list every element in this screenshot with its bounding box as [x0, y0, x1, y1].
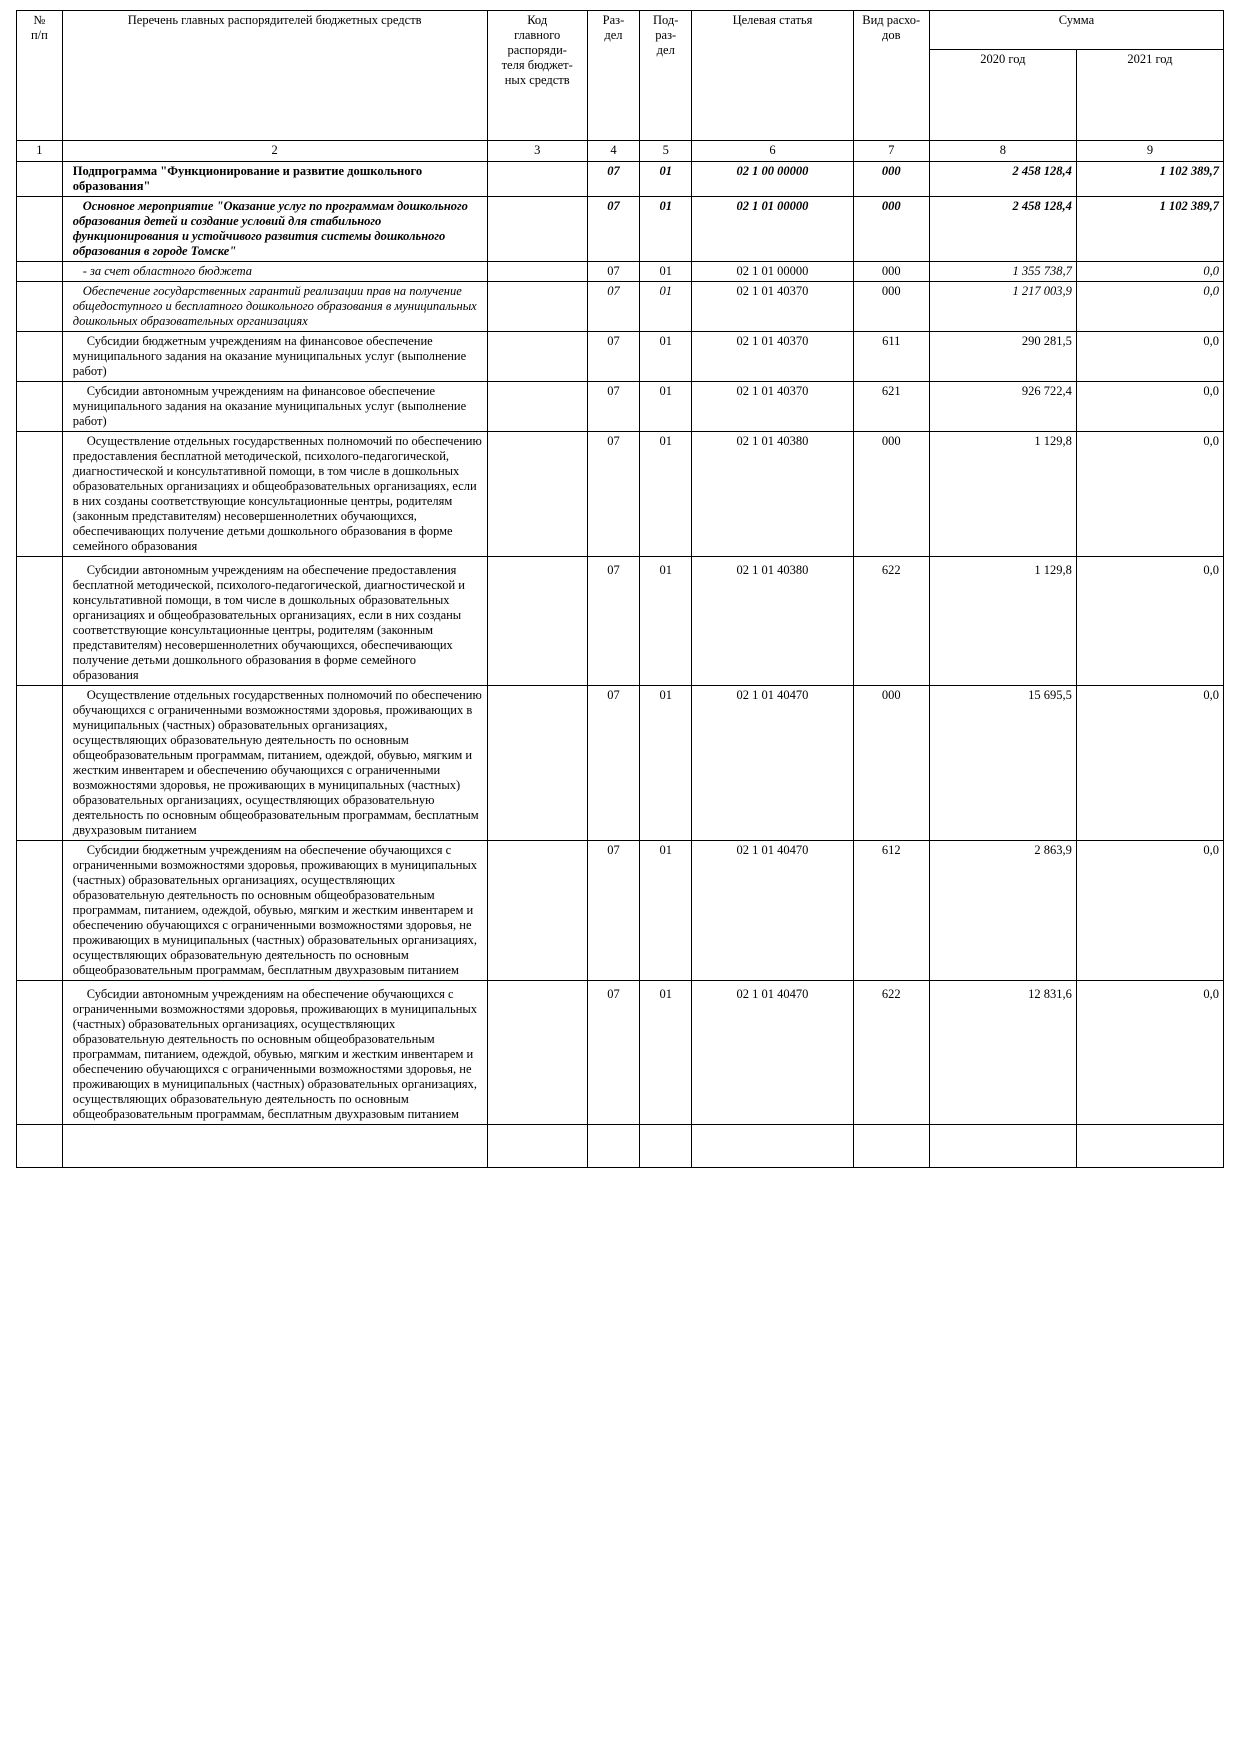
- row-number: [17, 981, 63, 1125]
- row-article: 02 1 01 00000: [692, 262, 853, 282]
- row-vid: 611: [853, 332, 929, 382]
- row-amount-2021: 0,0: [1076, 432, 1223, 557]
- row-podrazdel: 01: [640, 981, 692, 1125]
- header-razdel-l2: дел: [604, 28, 623, 42]
- row-vid: 000: [853, 197, 929, 262]
- row-amount-2021: 0,0: [1076, 262, 1223, 282]
- header-code-l4: теля бюджет-: [501, 58, 573, 72]
- header-podrazdel-l2: раз-: [655, 28, 677, 42]
- header-vid: [853, 11, 929, 141]
- header-code-l2: главного: [514, 28, 561, 42]
- row-article: 02 1 01 00000: [692, 197, 853, 262]
- colnum-3: 3: [487, 141, 587, 162]
- row-podrazdel: 01: [640, 382, 692, 432]
- row-vid: 621: [853, 382, 929, 432]
- header-number: [17, 11, 63, 141]
- row-podrazdel: 01: [640, 162, 692, 197]
- row-name: Обеспечение государственных гарантий реализации прав на получение общедоступного и бесплатного дошкольного образования в муниципальных дошкольных образовательных организациях: [62, 282, 487, 332]
- row-code: [487, 1125, 587, 1168]
- colnum-8: 8: [929, 141, 1076, 162]
- row-podrazdel: 01: [640, 332, 692, 382]
- header-razdel: [587, 11, 639, 141]
- header-recipients: Перечень главных распорядителей бюджетных средств: [62, 11, 487, 141]
- row-name: Субсидии автономным учреждениям на обеспечение обучающихся с ограниченными возможностями здоровья, проживающих в муниципальных (частных) образовательных организациях, осуществляющих образовательную деятельность по основным общеобразовательным программам, питанием, одеждой, обувью, мягким и жестким инвентарем и обеспечению обучающихся с ограниченными возможностями здоровья, не проживающих в муниципальных (частных) образовательных организациях, осуществляющих образовательную деятельность по основным общеобразовательным программам, бесплатным двухразовым питанием: [62, 981, 487, 1125]
- row-number: [17, 262, 63, 282]
- row-amount-2020: 290 281,5: [929, 332, 1076, 382]
- header-number-line2: п/п: [30, 28, 48, 42]
- row-amount-2020: 2 863,9: [929, 841, 1076, 981]
- row-code: [487, 382, 587, 432]
- row-code: [487, 557, 587, 686]
- row-amount-2021: 0,0: [1076, 332, 1223, 382]
- row-number: [17, 382, 63, 432]
- header-vid-l1: Вид расхо-: [862, 13, 921, 27]
- table-row: [17, 841, 1224, 981]
- row-name: Осуществление отдельных государственных полномочий по обеспечению обучающихся с ограниченными возможностями здоровья, проживающих в муниципальных (частных) образовательных организациях, осуществляющих образовательную деятельность по основным общеобразовательным программам, питанием, одеждой, обувью, мягким и жестким инвентарем и обеспечению обучающихся с ограниченными возможностями здоровья, не проживающих в муниципальных (частных) образовательных организациях, осуществляющих образовательную деятельность по основным общеобразовательным программам, бесплатным двухразовым питанием: [62, 686, 487, 841]
- row-number: [17, 1125, 63, 1168]
- row-podrazdel: 01: [640, 262, 692, 282]
- row-amount-2020: 1 129,8: [929, 432, 1076, 557]
- row-name: - за счет областного бюджета: [62, 262, 487, 282]
- row-article: 02 1 01 40470: [692, 981, 853, 1125]
- row-number: [17, 686, 63, 841]
- header-podrazdel: [640, 11, 692, 141]
- row-amount-2020: 926 722,4: [929, 382, 1076, 432]
- row-vid: 000: [853, 262, 929, 282]
- row-article: 02 1 01 40370: [692, 382, 853, 432]
- row-razdel: 07: [587, 981, 639, 1125]
- table-row: [17, 557, 1224, 686]
- row-podrazdel: 01: [640, 432, 692, 557]
- header-article: Целевая статья: [692, 11, 853, 141]
- row-amount-2021: 1 102 389,7: [1076, 162, 1223, 197]
- colnum-9: 9: [1076, 141, 1223, 162]
- row-razdel: 07: [587, 841, 639, 981]
- row-amount-2020: 2 458 128,4: [929, 162, 1076, 197]
- row-podrazdel: 01: [640, 282, 692, 332]
- row-code: [487, 841, 587, 981]
- header-year-2021: 2021 год: [1076, 50, 1223, 141]
- row-razdel: 07: [587, 557, 639, 686]
- row-amount-2021: 0,0: [1076, 282, 1223, 332]
- colnum-5: 5: [640, 141, 692, 162]
- row-vid: 000: [853, 162, 929, 197]
- row-amount-2020: [929, 1125, 1076, 1168]
- header-number-line1: №: [33, 13, 46, 27]
- row-razdel: [587, 1125, 639, 1168]
- row-number: [17, 432, 63, 557]
- row-code: [487, 432, 587, 557]
- row-vid: 000: [853, 432, 929, 557]
- colnum-6: 6: [692, 141, 853, 162]
- row-vid: [853, 1125, 929, 1168]
- table-row: [17, 382, 1224, 432]
- colnum-1: 1: [17, 141, 63, 162]
- row-razdel: 07: [587, 282, 639, 332]
- header-code: [487, 11, 587, 141]
- row-name: Подпрограмма "Функционирование и развитие дошкольного образования": [62, 162, 487, 197]
- row-number: [17, 841, 63, 981]
- row-vid: 622: [853, 981, 929, 1125]
- header-sum-group: Сумма: [929, 11, 1223, 50]
- row-name: Основное мероприятие "Оказание услуг по программам дошкольного образования детей и создание условий для стабильного функционирования и устойчивого развития системы дошкольного образования в городе Томске": [62, 197, 487, 262]
- table-row: [17, 262, 1224, 282]
- colnum-7: 7: [853, 141, 929, 162]
- header-podrazdel-l1: Под-: [653, 13, 679, 27]
- row-number: [17, 332, 63, 382]
- row-article: 02 1 01 40380: [692, 557, 853, 686]
- row-razdel: 07: [587, 686, 639, 841]
- row-article: 02 1 00 00000: [692, 162, 853, 197]
- row-number: [17, 197, 63, 262]
- row-code: [487, 197, 587, 262]
- row-name: Субсидии бюджетным учреждениям на финансовое обеспечение муниципального задания на оказание муниципальных услуг (выполнение работ): [62, 332, 487, 382]
- row-razdel: 07: [587, 332, 639, 382]
- row-podrazdel: 01: [640, 197, 692, 262]
- row-code: [487, 282, 587, 332]
- row-article: 02 1 01 40470: [692, 686, 853, 841]
- row-podrazdel: 01: [640, 686, 692, 841]
- header-code-l1: Код: [527, 13, 548, 27]
- row-amount-2021: [1076, 1125, 1223, 1168]
- row-name: [62, 1125, 487, 1168]
- row-amount-2021: 0,0: [1076, 686, 1223, 841]
- row-amount-2020: 1 355 738,7: [929, 262, 1076, 282]
- row-amount-2020: 2 458 128,4: [929, 197, 1076, 262]
- row-amount-2021: 1 102 389,7: [1076, 197, 1223, 262]
- table-header: [17, 11, 1224, 162]
- row-podrazdel: [640, 1125, 692, 1168]
- row-podrazdel: 01: [640, 841, 692, 981]
- table-row: [17, 282, 1224, 332]
- row-article: [692, 1125, 853, 1168]
- row-vid: 000: [853, 282, 929, 332]
- header-vid-l2: дов: [881, 28, 901, 42]
- row-amount-2020: 12 831,6: [929, 981, 1076, 1125]
- row-amount-2020: 1 217 003,9: [929, 282, 1076, 332]
- row-code: [487, 262, 587, 282]
- row-amount-2020: 15 695,5: [929, 686, 1076, 841]
- row-article: 02 1 01 40470: [692, 841, 853, 981]
- header-code-l5: ных средств: [504, 73, 570, 87]
- row-razdel: 07: [587, 432, 639, 557]
- column-number-row: [17, 141, 1224, 162]
- colnum-2: 2: [62, 141, 487, 162]
- row-number: [17, 557, 63, 686]
- row-code: [487, 981, 587, 1125]
- row-code: [487, 162, 587, 197]
- table-row: [17, 432, 1224, 557]
- row-amount-2021: 0,0: [1076, 841, 1223, 981]
- row-name: Субсидии автономным учреждениям на финансовое обеспечение муниципального задания на оказание муниципальных услуг (выполнение работ): [62, 382, 487, 432]
- row-amount-2021: 0,0: [1076, 557, 1223, 686]
- header-razdel-l1: Раз-: [602, 13, 625, 27]
- row-vid: 000: [853, 686, 929, 841]
- row-article: 02 1 01 40380: [692, 432, 853, 557]
- header-code-l3: распоряди-: [507, 43, 567, 57]
- table-body: [17, 162, 1224, 1168]
- row-vid: 612: [853, 841, 929, 981]
- colnum-4: 4: [587, 141, 639, 162]
- table-row: [17, 981, 1224, 1125]
- budget-table: [16, 10, 1224, 1168]
- row-code: [487, 686, 587, 841]
- row-article: 02 1 01 40370: [692, 282, 853, 332]
- row-name: Осуществление отдельных государственных полномочий по обеспечению предоставления бесплатной методической, психолого-педагогической, диагностической и консультативной помощи, в том числе в дошкольных образовательных организациях и общеобразовательных организациях, если в них созданы соответствующие консультационные центры, родителям (законным представителям) несовершеннолетних обучающихся, обеспечивающих получение детьми дошкольного образования в форме семейного образования: [62, 432, 487, 557]
- header-year-2020: 2020 год: [929, 50, 1076, 141]
- row-number: [17, 162, 63, 197]
- row-name: Субсидии автономным учреждениям на обеспечение предоставления бесплатной методической, психолого-педагогической, диагностической и консультативной помощи, в том числе в дошкольных образовательных организациях и общеобразовательных организациях, если в них созданы соответствующие консультационные центры, родителям (законным представителям) несовершеннолетних обучающихся, обеспечивающих получение детьми дошкольного образования в форме семейного образования: [62, 557, 487, 686]
- table-row: [17, 686, 1224, 841]
- row-amount-2021: 0,0: [1076, 382, 1223, 432]
- row-article: 02 1 01 40370: [692, 332, 853, 382]
- row-razdel: 07: [587, 262, 639, 282]
- row-razdel: 07: [587, 382, 639, 432]
- row-podrazdel: 01: [640, 557, 692, 686]
- table-row: [17, 197, 1224, 262]
- row-vid: 622: [853, 557, 929, 686]
- table-row: [17, 162, 1224, 197]
- row-name: Субсидии бюджетным учреждениям на обеспечение обучающихся с ограниченными возможностями здоровья, проживающих в муниципальных (частных) образовательных организациях, осуществляющих образовательную деятельность по основным общеобразовательным программам, питанием, одеждой, обувью, мягким и жестким инвентарем и обеспечению обучающихся с ограниченными возможностями здоровья, не проживающих в муниципальных (частных) образовательных организациях, осуществляющих образовательную деятельность по основным общеобразовательным программам, бесплатным двухразовым питанием: [62, 841, 487, 981]
- row-amount-2020: 1 129,8: [929, 557, 1076, 686]
- row-razdel: 07: [587, 197, 639, 262]
- table-row-continuation: [17, 1125, 1224, 1168]
- row-code: [487, 332, 587, 382]
- row-number: [17, 282, 63, 332]
- table-row: [17, 332, 1224, 382]
- row-amount-2021: 0,0: [1076, 981, 1223, 1125]
- header-podrazdel-l3: дел: [656, 43, 675, 57]
- row-razdel: 07: [587, 162, 639, 197]
